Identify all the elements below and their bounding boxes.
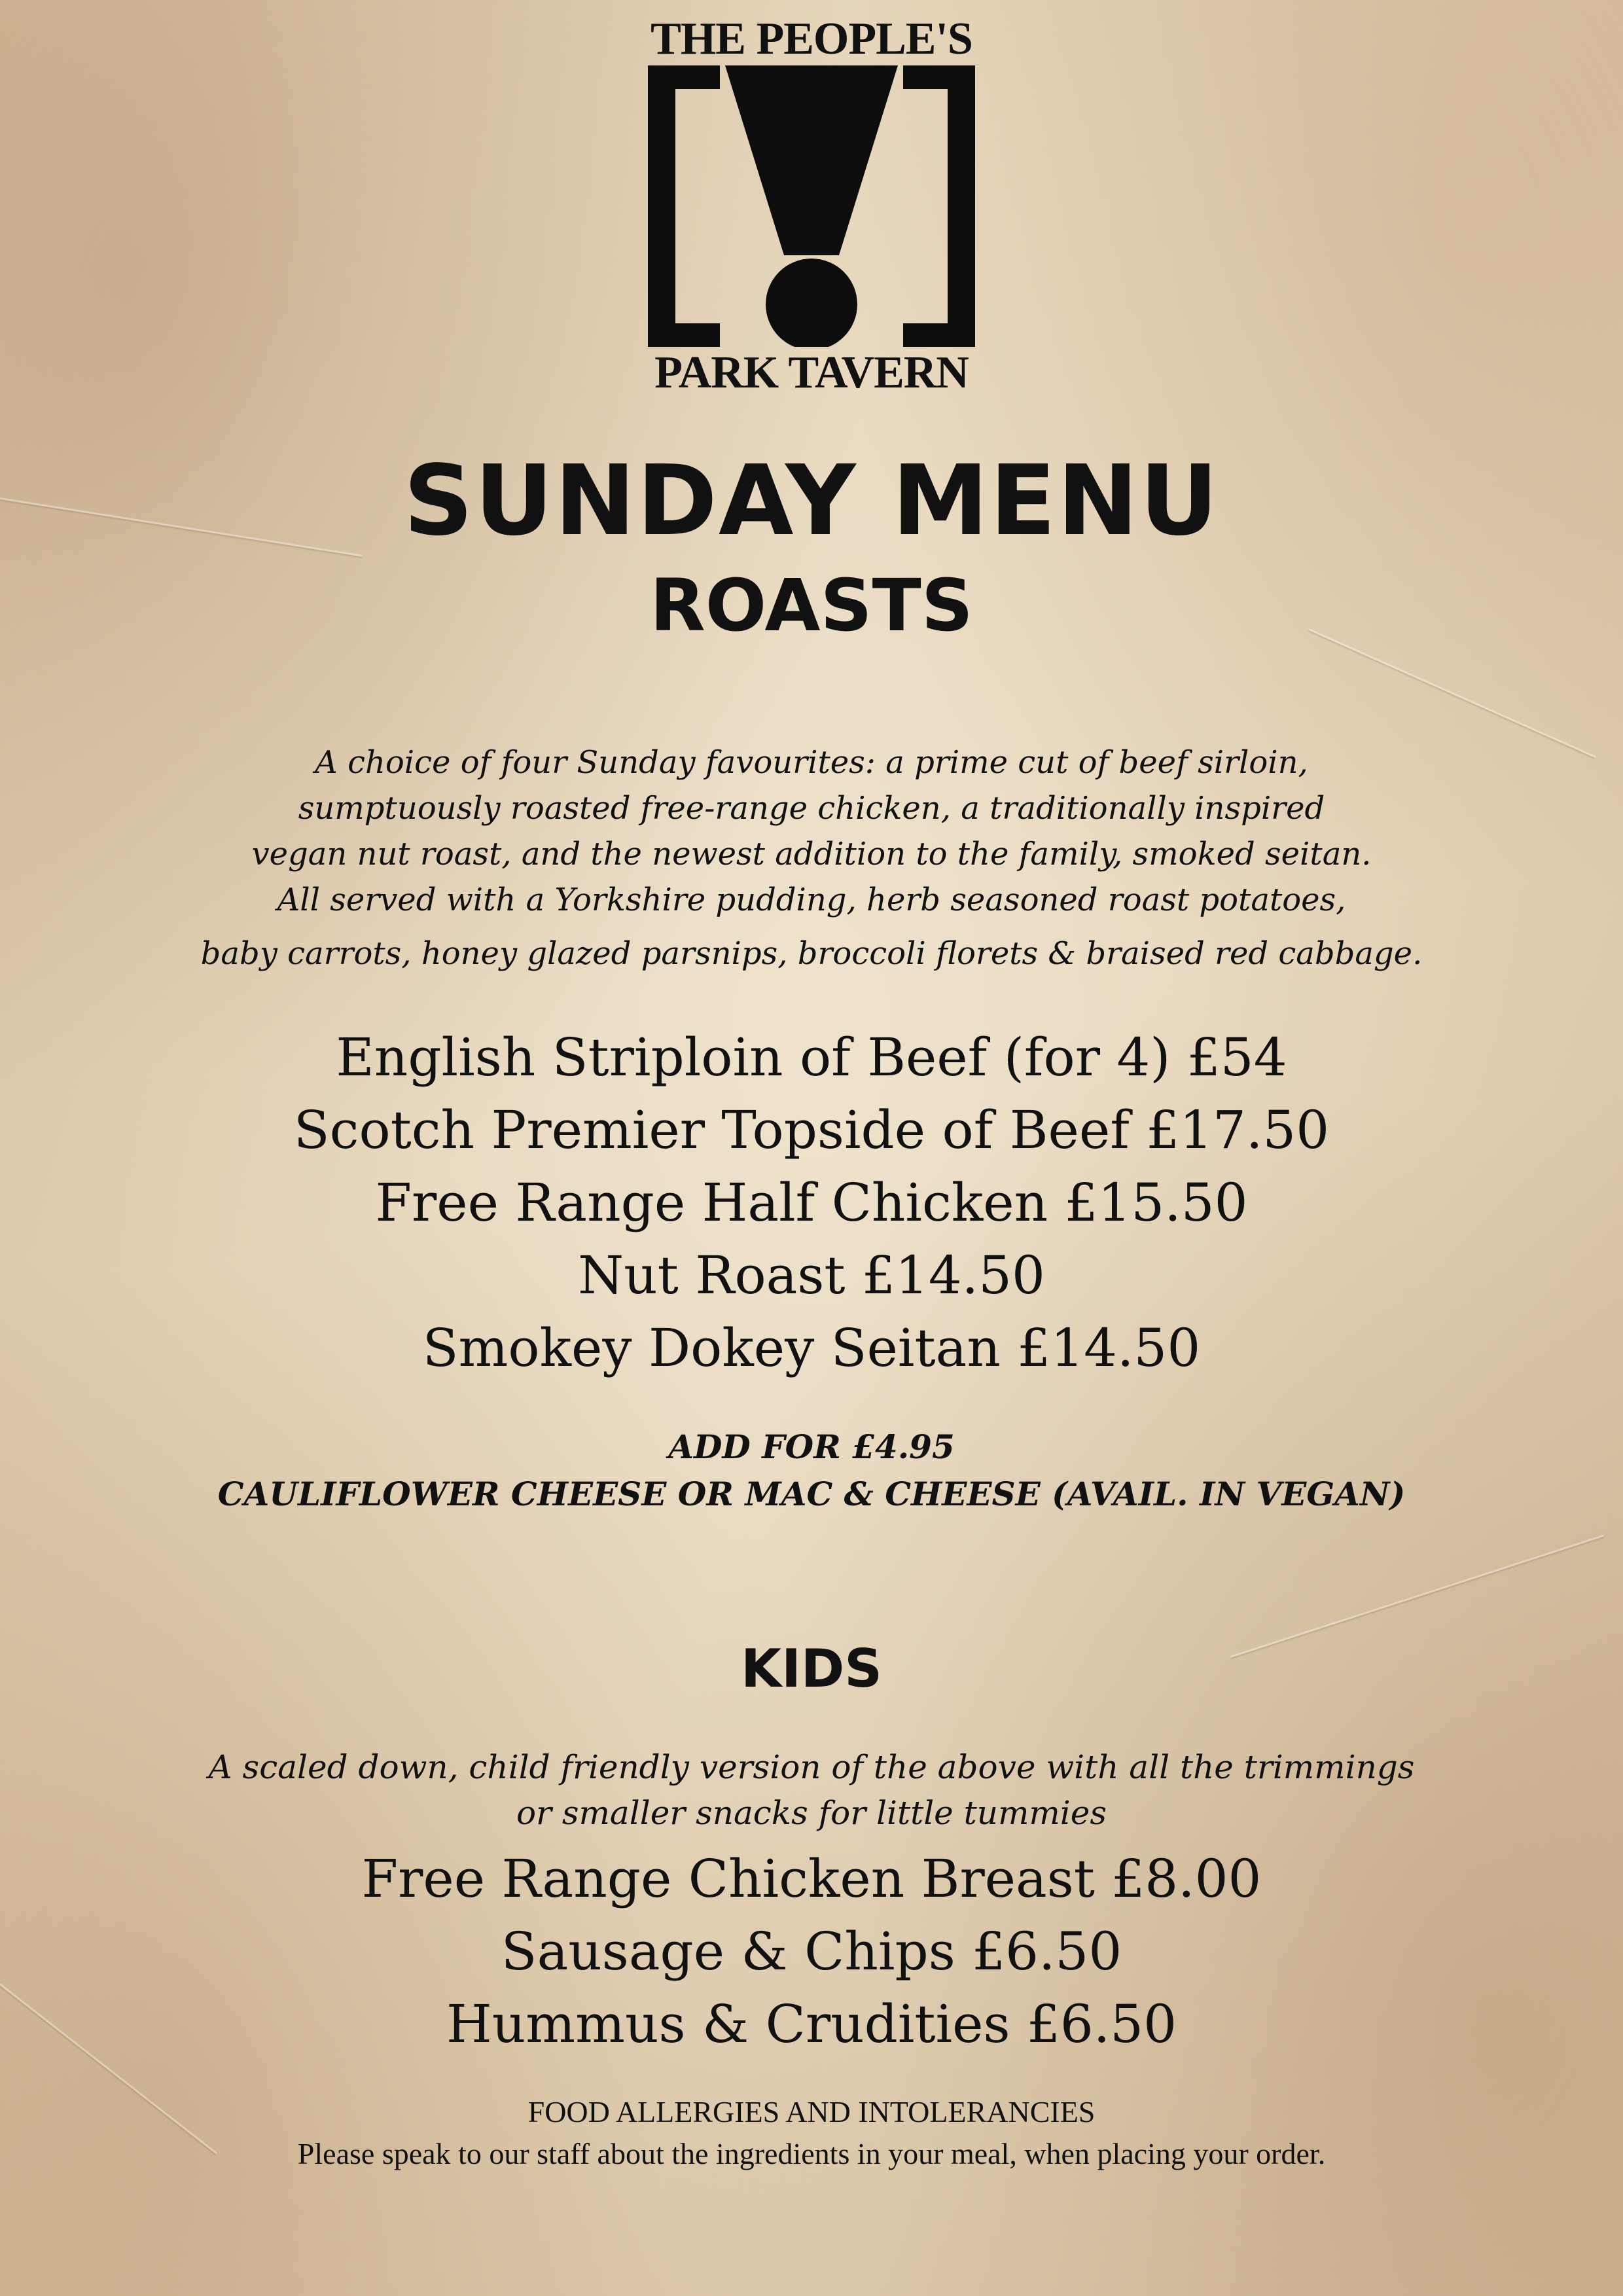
- section-title-roasts: ROASTS: [650, 564, 973, 647]
- description-line: sumptuously roasted free-range chicken, a traditionally inspired: [298, 790, 1325, 827]
- menu-item: English Striploin of Beef (for 4) £54: [336, 1027, 1287, 1088]
- logo-top-text: THE PEOPLE'S: [651, 14, 972, 64]
- addon-price: ADD FOR £4.95: [668, 1427, 955, 1466]
- description-line: A choice of four Sunday favourites: a prime cut of beef sirloin,: [315, 744, 1308, 781]
- addon-note: [0, 1424, 1623, 1518]
- menu-item: Smokey Dokey Seitan £14.50: [422, 1318, 1201, 1378]
- allergy-heading: FOOD ALLERGIES AND INTOLERANCIES: [527, 2095, 1096, 2128]
- menu-item: Free Range Chicken Breast £8.00: [361, 1848, 1262, 1909]
- menu-item: Sausage & Chips £6.50: [501, 1921, 1122, 1982]
- description-line: A scaled down, child friendly version of the above with all the trimmings: [208, 1748, 1415, 1786]
- menu-item: Hummus & Crudities £6.50: [446, 1994, 1177, 2054]
- description-line: or smaller snacks for little tummies: [516, 1794, 1107, 1832]
- addon-options: CAULIFLOWER CHEESE OR MAC & CHEESE (AVAIL. IN VEGAN): [217, 1475, 1406, 1513]
- allergy-notice: [0, 2091, 1623, 2175]
- tavern-logo: [648, 13, 975, 399]
- menu-item: Free Range Half Chicken £15.50: [375, 1172, 1248, 1233]
- kids-list: [0, 1842, 1623, 2060]
- logo-bottom-text: PARK TAVERN: [654, 348, 969, 398]
- section-title-kids: KIDS: [741, 1638, 882, 1699]
- roasts-description: [0, 740, 1623, 977]
- page-title: SUNDAY MENU: [403, 444, 1220, 557]
- allergy-text: Please speak to our staff about the ingredients in your meal, when placing your order.: [297, 2137, 1326, 2170]
- description-line: baby carrots, honey glazed parsnips, broccoli florets & braised red cabbage.: [200, 935, 1423, 972]
- menu-item: Nut Roast £14.50: [578, 1245, 1045, 1306]
- description-line: vegan nut roast, and the newest addition to the family, smoked seitan.: [251, 836, 1372, 872]
- kids-description: [0, 1744, 1623, 1836]
- exclamation-bracket-icon: [648, 65, 975, 347]
- roasts-list: [0, 1021, 1623, 1384]
- description-line: All served with a Yorkshire pudding, herb seasoned roast potatoes,: [277, 882, 1346, 918]
- menu-item: Scotch Premier Topside of Beef £17.50: [293, 1100, 1330, 1160]
